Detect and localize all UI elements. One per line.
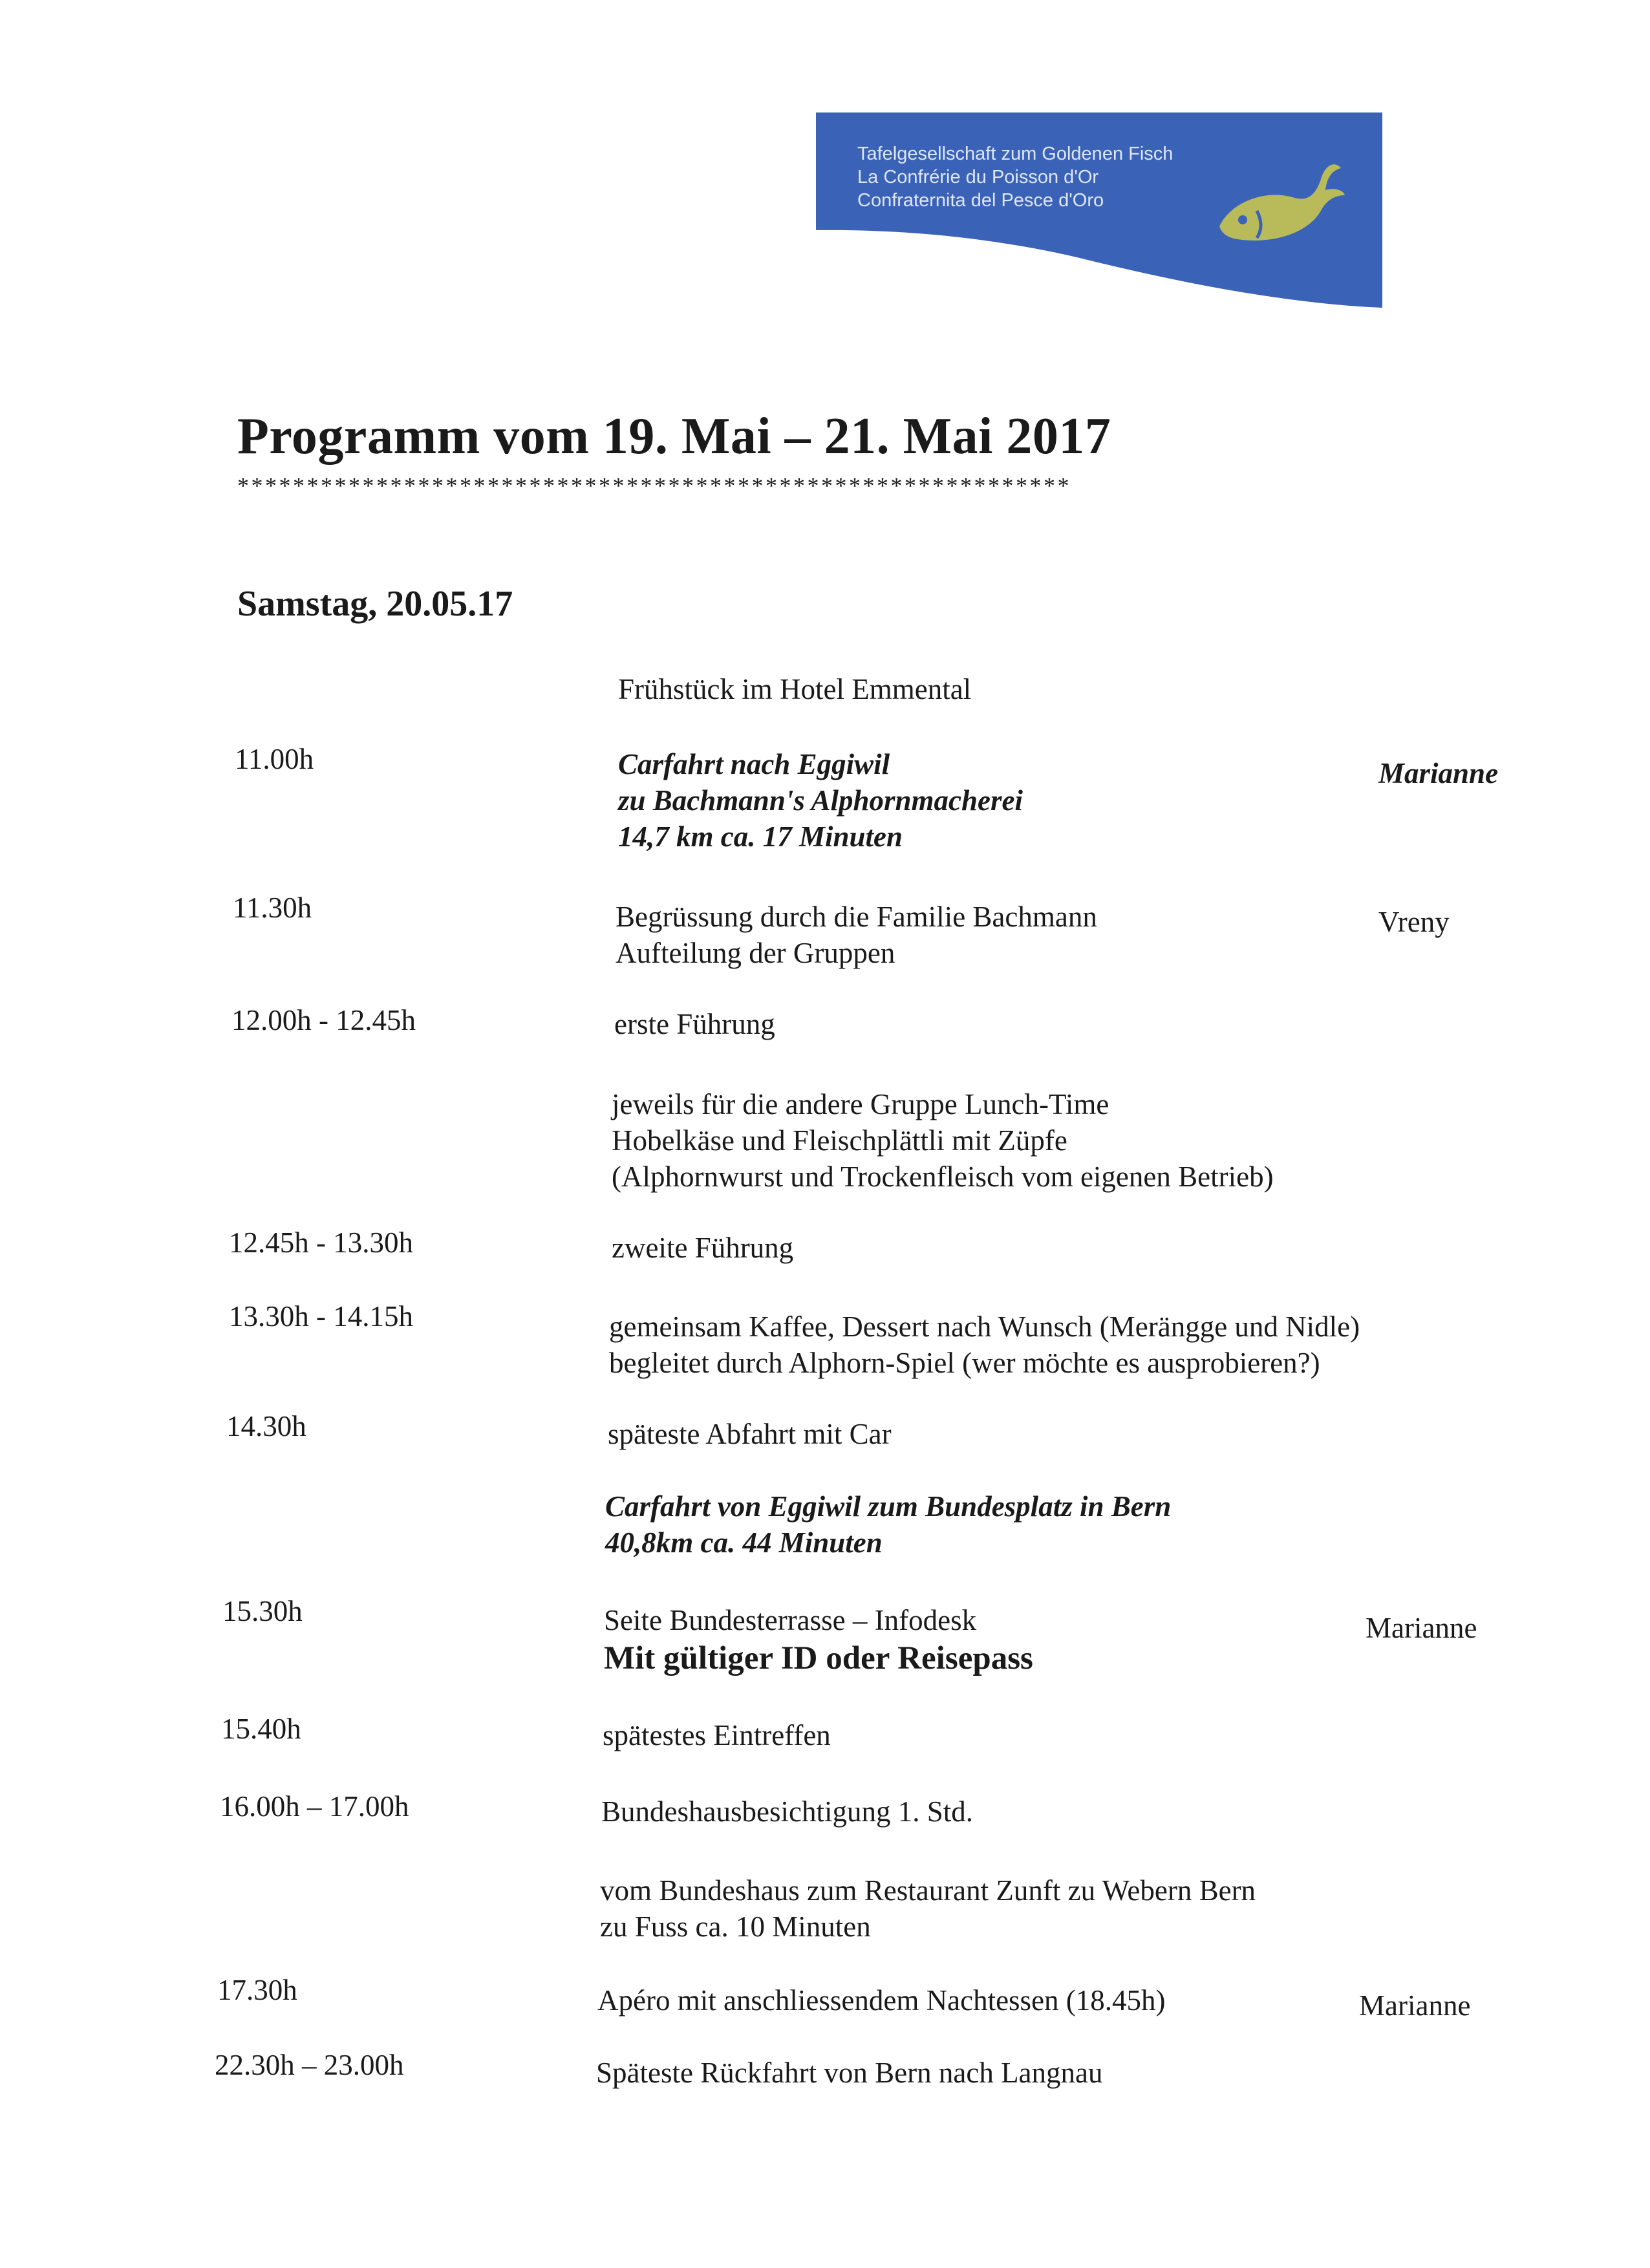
activity-line: Späteste Rückfahrt von Bern nach Langnau: [596, 2057, 1103, 2089]
activity-line: zu Bachmann's Alphornmacherei: [618, 784, 1023, 817]
activity-line: Frühstück im Hotel Emmental: [618, 673, 972, 705]
activity-departure: [608, 1416, 892, 1452]
time-1430: 14.30h: [226, 1410, 306, 1442]
day-heading: Samstag, 20.05.17: [237, 584, 513, 624]
time-1540: 15.40h: [221, 1713, 301, 1745]
time-2230: 22.30h – 23.00h: [215, 2049, 404, 2081]
time-1730: 17.30h: [217, 1974, 297, 2006]
logo-banner: [816, 112, 1382, 308]
time-1245: 12.45h - 13.30h: [229, 1226, 413, 1259]
activity-line: erste Führung: [614, 1008, 775, 1040]
logo-text: [857, 142, 1173, 212]
title-underline-stars: ************************************************************: [237, 473, 1071, 498]
activity-line: Carfahrt nach Eggiwil: [618, 748, 890, 780]
id-requirement: Mit gültiger ID oder Reisepass: [604, 1640, 1033, 1676]
person-marianne: Marianne: [1359, 1989, 1471, 2022]
person-vreny: Vreny: [1378, 906, 1450, 938]
activity-arrival: [603, 1717, 831, 1753]
fish-icon: [1212, 149, 1347, 259]
activity-line: Seite Bundesterrasse – Infodesk: [604, 1604, 977, 1636]
activity-line: späteste Abfahrt mit Car: [608, 1418, 892, 1450]
time-1330: 13.30h - 14.15h: [229, 1300, 413, 1332]
activity-second-tour: [612, 1230, 793, 1266]
activity-bus-bern: [605, 1488, 1171, 1561]
activity-line: spätestes Eintreffen: [603, 1719, 831, 1751]
activity-line: Bundeshausbesichtigung 1. Std.: [601, 1795, 973, 1828]
page-title: Programm vom 19. Mai – 21. Mai 2017: [237, 408, 1111, 465]
activity-line: 40,8km ca. 44 Minuten: [605, 1526, 883, 1559]
activity-parliament-tour: [601, 1793, 973, 1830]
activity-line: zu Fuss ca. 10 Minuten: [600, 1910, 871, 1943]
activity-first-tour: [614, 1006, 775, 1042]
activity-lunch: [612, 1086, 1274, 1195]
activity-line: Hobelkäse und Fleischplättli mit Züpfe: [612, 1124, 1067, 1157]
time-1530: 15.30h: [222, 1595, 303, 1627]
activity-line: Begrüssung durch die Familie Bachmann: [616, 901, 1097, 933]
activity-dinner: [597, 1982, 1166, 2018]
activity-line: gemeinsam Kaffee, Dessert nach Wunsch (Merängge und Nidle): [609, 1311, 1360, 1343]
activity-line: Carfahrt von Eggiwil zum Bundesplatz in Bern: [605, 1490, 1172, 1523]
activity-bus-eggiwil: [618, 746, 1023, 855]
logo-line-fr: La Confrérie du Poisson d'Or: [857, 167, 1099, 187]
activity-line: vom Bundeshaus zum Restaurant Zunft zu Webern Bern: [600, 1874, 1256, 1907]
activity-infodesk: [604, 1602, 1033, 1678]
time-1600: 16.00h – 17.00h: [220, 1790, 409, 1823]
activity-line: 14,7 km ca. 17 Minuten: [618, 820, 903, 853]
activity-welcome: [616, 899, 1097, 971]
activity-line: begleitet durch Alphorn-Spiel (wer möchte es ausprobieren?): [609, 1347, 1320, 1379]
activity-breakfast: [618, 671, 971, 707]
activity-line: (Alphornwurst und Trockenfleisch vom eigenen Betrieb): [612, 1161, 1274, 1193]
logo-line-it: Confraternita del Pesce d'Oro: [857, 190, 1104, 211]
time-1200: 12.00h - 12.45h: [231, 1004, 416, 1036]
activity-coffee: [609, 1309, 1360, 1381]
activity-line: Aufteilung der Gruppen: [616, 937, 895, 969]
activity-line: jeweils für die andere Gruppe Lunch-Time: [612, 1088, 1109, 1120]
activity-line: zweite Führung: [612, 1232, 794, 1264]
time-1100: 11.00h: [235, 743, 314, 775]
activity-line: Apéro mit anschliessendem Nachtessen (18.45h): [597, 1984, 1166, 2017]
person-marianne: Marianne: [1366, 1612, 1477, 1644]
time-1130: 11.30h: [233, 892, 312, 924]
activity-return: [596, 2055, 1103, 2091]
activity-walk: [600, 1872, 1256, 1945]
person-marianne: Marianne: [1378, 757, 1499, 789]
logo-line-de: Tafelgesellschaft zum Goldenen Fisch: [857, 144, 1173, 164]
